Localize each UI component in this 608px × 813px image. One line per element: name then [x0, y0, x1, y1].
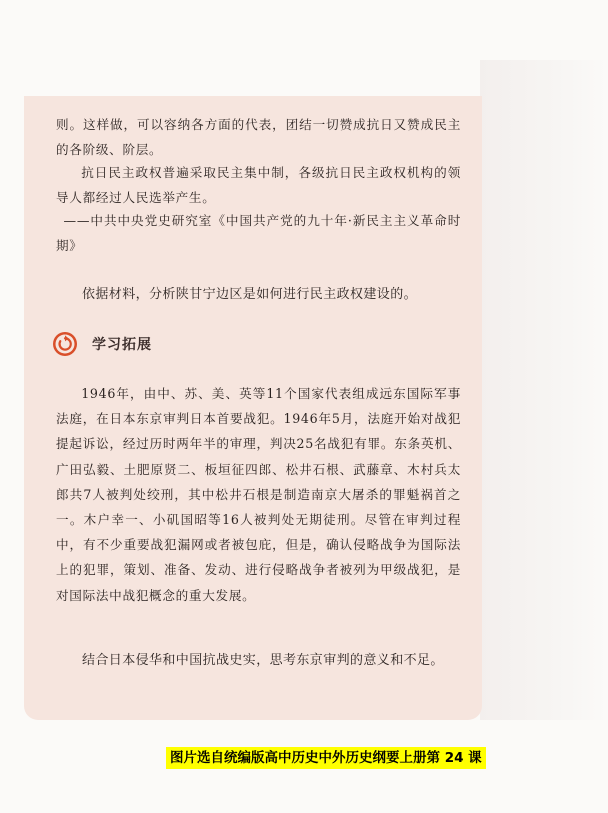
source-caption: 图片选自统编版高中历史中外历史纲要上册第 24 课 — [166, 747, 486, 769]
circular-arrow-icon — [52, 331, 78, 357]
extension-question: 结合日本侵华和中国抗战史实，思考东京审判的意义和不足。 — [82, 653, 444, 668]
question-1: 依据材料，分析陕甘宁边区是如何进行民主政权建设的。 — [82, 287, 418, 302]
extension-body: 1946年，由中、苏、美、英等11个国家代表组成远东国际军事法庭，在日本东京审判日本首要战犯。1946年5月，法庭开始对战犯提起诉讼，经过历时两年半的审理，判决25名战犯有罪。东条英机、广田弘毅、土肥原贤二、板垣征四郎、松井石根、武藤章、木村兵太郎共7人被判处绞刑，其中松井石根是制造南京大屠杀的罪魁祸首之一。木户幸一、小矶国昭等16人被判处无期徒刑。尽管在审判过程中，有不少重要战犯漏网或者被包庇，但是，确认侵略战争为国际法上的犯罪，策划、准备、发动、进行侵略战争者被列为甲级战犯，是对国际法中战犯概念的重大发展。 — [56, 386, 461, 603]
learning-extension-title: 学习拓展 — [92, 337, 152, 353]
material-paragraph-2: 抗日民主政权普遍采取民主集中制，各级抗日民主政权机构的领导人都经过人民选举产生。 — [56, 165, 461, 206]
material-citation: ——中共中央党史研究室《中国共产党的九十年·新民主主义革命时期》 — [56, 213, 461, 254]
learning-extension-header — [52, 330, 152, 358]
scan-page-shadow — [480, 60, 608, 720]
material-paragraph-1: 则。这样做，可以容纳各方面的代表，团结一切赞成抗日又赞成民主的各阶级、阶层。 — [56, 117, 461, 158]
